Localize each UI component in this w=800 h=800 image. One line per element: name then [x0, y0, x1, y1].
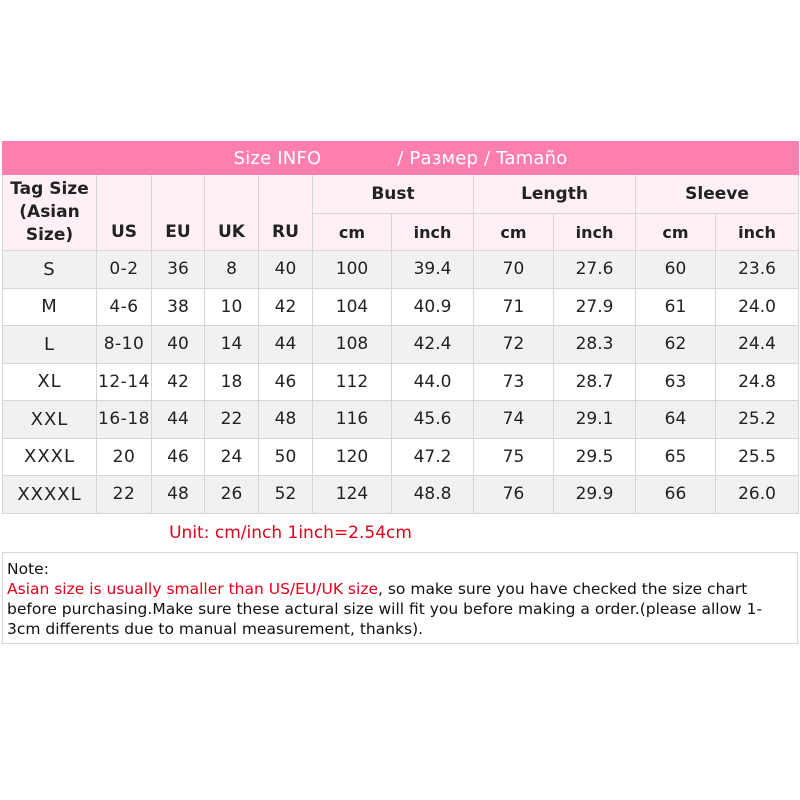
sleeve-cm-cell: 64 — [636, 401, 716, 439]
uk-cell: 10 — [205, 288, 259, 326]
length-cm-cell: 71 — [474, 288, 554, 326]
table-row — [3, 326, 799, 364]
sleeve-cm-cell: 66 — [636, 476, 716, 514]
unit-cell — [3, 513, 799, 552]
sleeve-inch-cell: 23.6 — [716, 251, 799, 289]
size-name-cell: S — [3, 251, 97, 289]
ru-header: RU — [259, 175, 313, 251]
bust-cm-cell: 112 — [313, 363, 392, 401]
size-name-cell: XL — [3, 363, 97, 401]
bust-inch-cell: 45.6 — [392, 401, 474, 439]
ru-cell: 52 — [259, 476, 313, 514]
header-row — [3, 175, 799, 214]
length-inch-cell: 27.9 — [554, 288, 636, 326]
sleeve-cm-header: cm — [636, 214, 716, 251]
size-name-cell: XXL — [3, 401, 97, 439]
eu-cell: 40 — [152, 326, 205, 364]
bust-inch-cell: 40.9 — [392, 288, 474, 326]
length-cm-cell: 74 — [474, 401, 554, 439]
length-cm-header: cm — [474, 214, 554, 251]
length-inch-cell: 27.6 — [554, 251, 636, 289]
banner-row — [3, 142, 799, 175]
bust-cm-cell: 120 — [313, 438, 392, 476]
sleeve-inch-cell: 24.4 — [716, 326, 799, 364]
table-row — [3, 401, 799, 439]
uk-header: UK — [205, 175, 259, 251]
length-cm-cell: 73 — [474, 363, 554, 401]
eu-cell: 48 — [152, 476, 205, 514]
length-inch-cell: 29.5 — [554, 438, 636, 476]
bust-inch-cell: 47.2 — [392, 438, 474, 476]
ru-cell: 50 — [259, 438, 313, 476]
tag-size-header-line3: Size) — [25, 225, 74, 245]
sleeve-header: Sleeve — [636, 175, 799, 214]
sleeve-inch-cell: 25.5 — [716, 438, 799, 476]
tag-size-header-line1: Tag Size — [10, 179, 89, 199]
size-chart — [2, 141, 798, 644]
length-cm-cell: 75 — [474, 438, 554, 476]
size-name-cell: XXXL — [3, 438, 97, 476]
sleeve-inch-cell: 24.0 — [716, 288, 799, 326]
sleeve-inch-header: inch — [716, 214, 799, 251]
eu-cell: 36 — [152, 251, 205, 289]
size-rows — [3, 251, 799, 514]
unit-note: Unit: cm/inch 1inch=2.54cm — [169, 522, 412, 543]
length-inch-cell: 28.7 — [554, 363, 636, 401]
uk-cell: 24 — [205, 438, 259, 476]
size-name-cell: L — [3, 326, 97, 364]
length-cm-cell: 72 — [474, 326, 554, 364]
sleeve-cm-cell: 60 — [636, 251, 716, 289]
uk-cell: 26 — [205, 476, 259, 514]
size-name-cell: XXXXL — [3, 476, 97, 514]
tag-size-header — [3, 175, 97, 251]
table-row — [3, 363, 799, 401]
uk-cell: 14 — [205, 326, 259, 364]
sleeve-inch-cell: 24.8 — [716, 363, 799, 401]
eu-cell: 42 — [152, 363, 205, 401]
table-row — [3, 438, 799, 476]
bust-cm-cell: 104 — [313, 288, 392, 326]
note-body: , so make sure you have checked the size chart before purchasing.Make sure these actural size will fit you before making a order.(please allow 1-3cm differents due to manual measurement, thanks). — [7, 579, 763, 638]
table-row — [3, 476, 799, 514]
note-text — [7, 579, 793, 639]
note-box — [2, 552, 798, 644]
ru-cell: 44 — [259, 326, 313, 364]
length-inch-cell: 29.1 — [554, 401, 636, 439]
bust-inch-cell: 42.4 — [392, 326, 474, 364]
bust-inch-header: inch — [392, 214, 474, 251]
length-cm-cell: 76 — [474, 476, 554, 514]
note-warning: Asian size is usually smaller than US/EU/UK size — [7, 579, 378, 598]
eu-cell: 44 — [152, 401, 205, 439]
bust-inch-cell: 39.4 — [392, 251, 474, 289]
eu-cell: 38 — [152, 288, 205, 326]
length-inch-cell: 28.3 — [554, 326, 636, 364]
sleeve-cm-cell: 61 — [636, 288, 716, 326]
sleeve-inch-cell: 25.2 — [716, 401, 799, 439]
sleeve-cm-cell: 65 — [636, 438, 716, 476]
ru-cell: 42 — [259, 288, 313, 326]
banner-title — [3, 142, 799, 175]
us-cell: 22 — [97, 476, 152, 514]
us-cell: 4-6 — [97, 288, 152, 326]
note-title: Note: — [7, 559, 49, 578]
length-cm-cell: 70 — [474, 251, 554, 289]
tag-size-header-line2: (Asian — [19, 202, 80, 222]
us-cell: 0-2 — [97, 251, 152, 289]
bust-cm-cell: 124 — [313, 476, 392, 514]
us-cell: 8-10 — [97, 326, 152, 364]
length-inch-header: inch — [554, 214, 636, 251]
bust-cm-cell: 116 — [313, 401, 392, 439]
us-header: US — [97, 175, 152, 251]
size-table — [2, 141, 799, 552]
table-row — [3, 251, 799, 289]
us-cell: 16-18 — [97, 401, 152, 439]
bust-inch-cell: 44.0 — [392, 363, 474, 401]
banner-title-part2: / Размер / Tamaño — [397, 147, 568, 169]
banner-title-part1: Size INFO — [233, 147, 322, 169]
bust-cm-cell: 108 — [313, 326, 392, 364]
uk-cell: 22 — [205, 401, 259, 439]
sleeve-cm-cell: 63 — [636, 363, 716, 401]
bust-cm-cell: 100 — [313, 251, 392, 289]
ru-cell: 40 — [259, 251, 313, 289]
us-cell: 12-14 — [97, 363, 152, 401]
size-name-cell: M — [3, 288, 97, 326]
sleeve-cm-cell: 62 — [636, 326, 716, 364]
ru-cell: 46 — [259, 363, 313, 401]
uk-cell: 8 — [205, 251, 259, 289]
us-cell: 20 — [97, 438, 152, 476]
table-row — [3, 288, 799, 326]
eu-cell: 46 — [152, 438, 205, 476]
length-inch-cell: 29.9 — [554, 476, 636, 514]
sleeve-inch-cell: 26.0 — [716, 476, 799, 514]
bust-cm-header: cm — [313, 214, 392, 251]
bust-header: Bust — [313, 175, 474, 214]
length-header: Length — [474, 175, 636, 214]
ru-cell: 48 — [259, 401, 313, 439]
unit-row — [3, 513, 799, 552]
uk-cell: 18 — [205, 363, 259, 401]
eu-header: EU — [152, 175, 205, 251]
bust-inch-cell: 48.8 — [392, 476, 474, 514]
